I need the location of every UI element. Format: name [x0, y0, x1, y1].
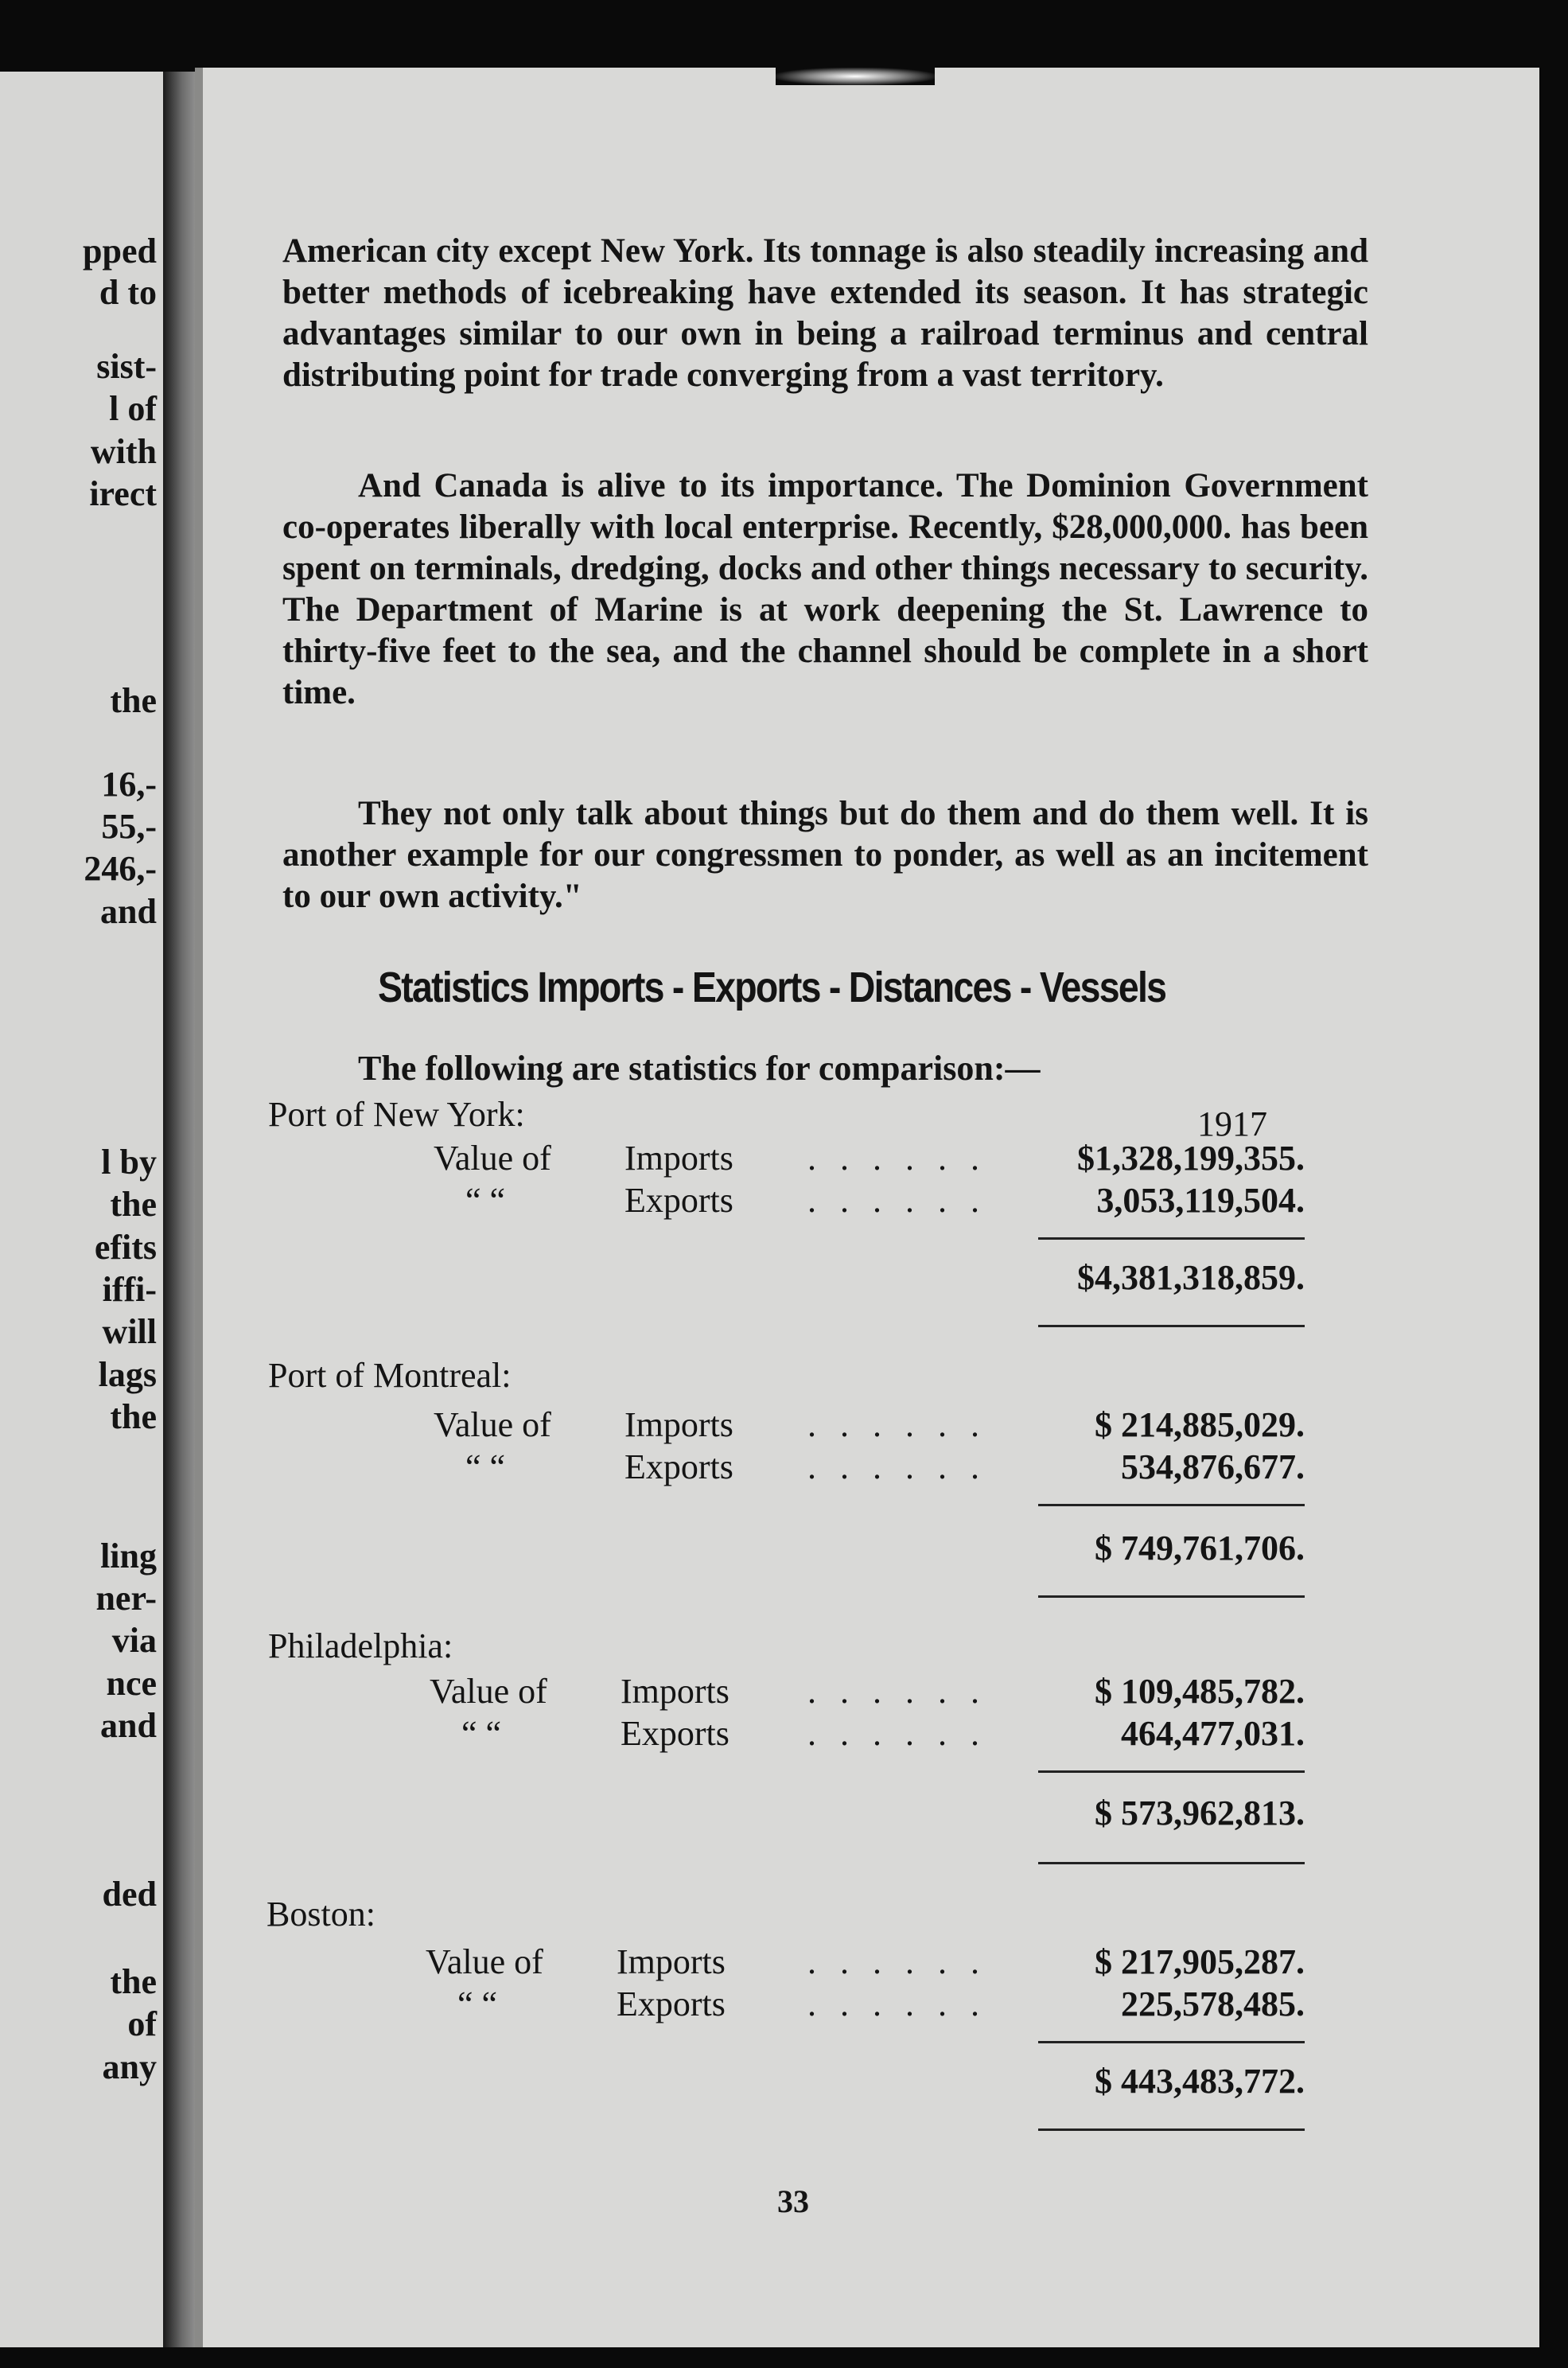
- leader-dots: ......: [807, 1672, 1003, 1711]
- leader-dots: ......: [807, 1942, 1003, 1981]
- left-line: pped: [83, 232, 157, 271]
- value-of-label: Value of: [430, 1672, 547, 1711]
- ditto-marks: “ “: [465, 1447, 506, 1486]
- left-line: ded: [102, 1875, 157, 1914]
- left-line: the: [110, 1185, 157, 1224]
- left-line: 246,-: [84, 849, 157, 888]
- exports-label: Exports: [624, 1181, 733, 1220]
- left-line: ner-: [95, 1579, 157, 1618]
- left-line: any: [102, 2047, 157, 2086]
- left-line: l of: [109, 389, 157, 428]
- left-line: nce: [106, 1664, 157, 1703]
- port-name: Port of Montreal:: [268, 1356, 512, 1395]
- left-line: iffi-: [102, 1270, 157, 1309]
- main-page: [195, 68, 1539, 2347]
- imports-label: Imports: [624, 1405, 733, 1444]
- imports-label: Imports: [624, 1139, 733, 1178]
- sum-rule: [1038, 1595, 1305, 1598]
- ditto-marks: “ “: [457, 1984, 498, 2023]
- sum-rule: [1038, 1862, 1305, 1864]
- ditto-marks: “ “: [465, 1181, 506, 1220]
- left-line: irect: [89, 474, 157, 513]
- value-of-label: Value of: [434, 1405, 551, 1444]
- left-line: and: [100, 892, 157, 931]
- left-line: 16,-: [101, 765, 157, 804]
- left-line: 55,-: [101, 807, 157, 846]
- leader-dots: ......: [807, 1405, 1003, 1444]
- imports-value: $ 217,905,287.: [1095, 1942, 1305, 1981]
- page-number: 33: [777, 2183, 809, 2219]
- left-line: lags: [98, 1355, 157, 1394]
- scan-artifact: [776, 68, 935, 85]
- port-name: Boston:: [267, 1895, 375, 1934]
- exports-label: Exports: [624, 1447, 733, 1486]
- left-line: efits: [94, 1228, 157, 1267]
- paragraph: American city except New York. Its tonnage is also steadily increasing and better methods of icebreaking have extended its season. It has strategic advantages similar to our own in being a railroad terminus and central distributing point for trade converging from a vast territory.: [282, 232, 1368, 394]
- exports-label: Exports: [621, 1714, 730, 1753]
- total-value: $ 443,483,772.: [1095, 2062, 1305, 2101]
- sum-rule: [1038, 2041, 1305, 2043]
- paragraph: And Canada is alive to its importance. The Dominion Government co-operates liberally with local enterprise. Recently, $28,000,000. has been spent on terminals, dredging, docks and other things necessary to security. The Department of Marine is at work deepening the St. Lawrence to thirty-five feet to the sea, and the channel should be complete in a short time.: [282, 467, 1368, 711]
- sum-rule: [1038, 1237, 1305, 1240]
- left-facing-page: [0, 72, 163, 2347]
- year-column-header: 1917: [1197, 1104, 1267, 1143]
- port-name: Philadelphia:: [268, 1626, 453, 1665]
- exports-value: 225,578,485.: [1121, 1984, 1305, 2023]
- sum-rule: [1038, 1325, 1305, 1327]
- imports-value: $ 109,485,782.: [1095, 1672, 1305, 1711]
- leader-dots: ......: [807, 1984, 1003, 2023]
- leader-dots: ......: [807, 1181, 1003, 1220]
- exports-value: 534,876,677.: [1121, 1447, 1305, 1486]
- leader-dots: ......: [807, 1139, 1003, 1178]
- total-value: $ 749,761,706.: [1095, 1529, 1305, 1568]
- left-line: the: [110, 681, 157, 720]
- value-of-label: Value of: [426, 1942, 543, 1981]
- exports-value: 3,053,119,504.: [1096, 1181, 1305, 1220]
- exports-value: 464,477,031.: [1121, 1714, 1305, 1753]
- left-line: of: [127, 2004, 157, 2043]
- exports-label: Exports: [617, 1984, 726, 2023]
- port-name: Port of New York:: [268, 1095, 525, 1134]
- paragraph: They not only talk about things but do them and do them well. It is another example for our congressmen to ponder, as well as an incitement to our own activity.": [282, 795, 1368, 915]
- left-line: d to: [99, 273, 157, 312]
- left-line: with: [90, 432, 157, 471]
- value-of-label: Value of: [434, 1139, 551, 1178]
- left-line: the: [110, 1962, 157, 2001]
- sum-rule: [1038, 2128, 1305, 2131]
- sum-rule: [1038, 1770, 1305, 1773]
- left-line: via: [111, 1621, 157, 1660]
- left-line: and: [100, 1706, 157, 1745]
- imports-label: Imports: [617, 1942, 726, 1981]
- leader-dots: ......: [807, 1447, 1003, 1486]
- ditto-marks: “ “: [461, 1714, 502, 1753]
- imports-value: $1,328,199,355.: [1077, 1139, 1305, 1178]
- left-line: l by: [101, 1143, 157, 1182]
- sum-rule: [1038, 1504, 1305, 1506]
- total-value: $4,381,318,859.: [1077, 1258, 1305, 1297]
- left-line: will: [102, 1312, 157, 1351]
- imports-label: Imports: [621, 1672, 730, 1711]
- leader-dots: ......: [807, 1714, 1003, 1753]
- left-line: the: [110, 1397, 157, 1436]
- intro-line: The following are statistics for comparison:—: [358, 1049, 1041, 1088]
- left-line: ling: [100, 1536, 157, 1575]
- left-line: sist-: [96, 347, 157, 386]
- section-heading: Statistics Imports - Exports - Distances - Vessels: [378, 964, 1166, 1011]
- total-value: $ 573,962,813.: [1095, 1794, 1305, 1832]
- imports-value: $ 214,885,029.: [1095, 1405, 1305, 1444]
